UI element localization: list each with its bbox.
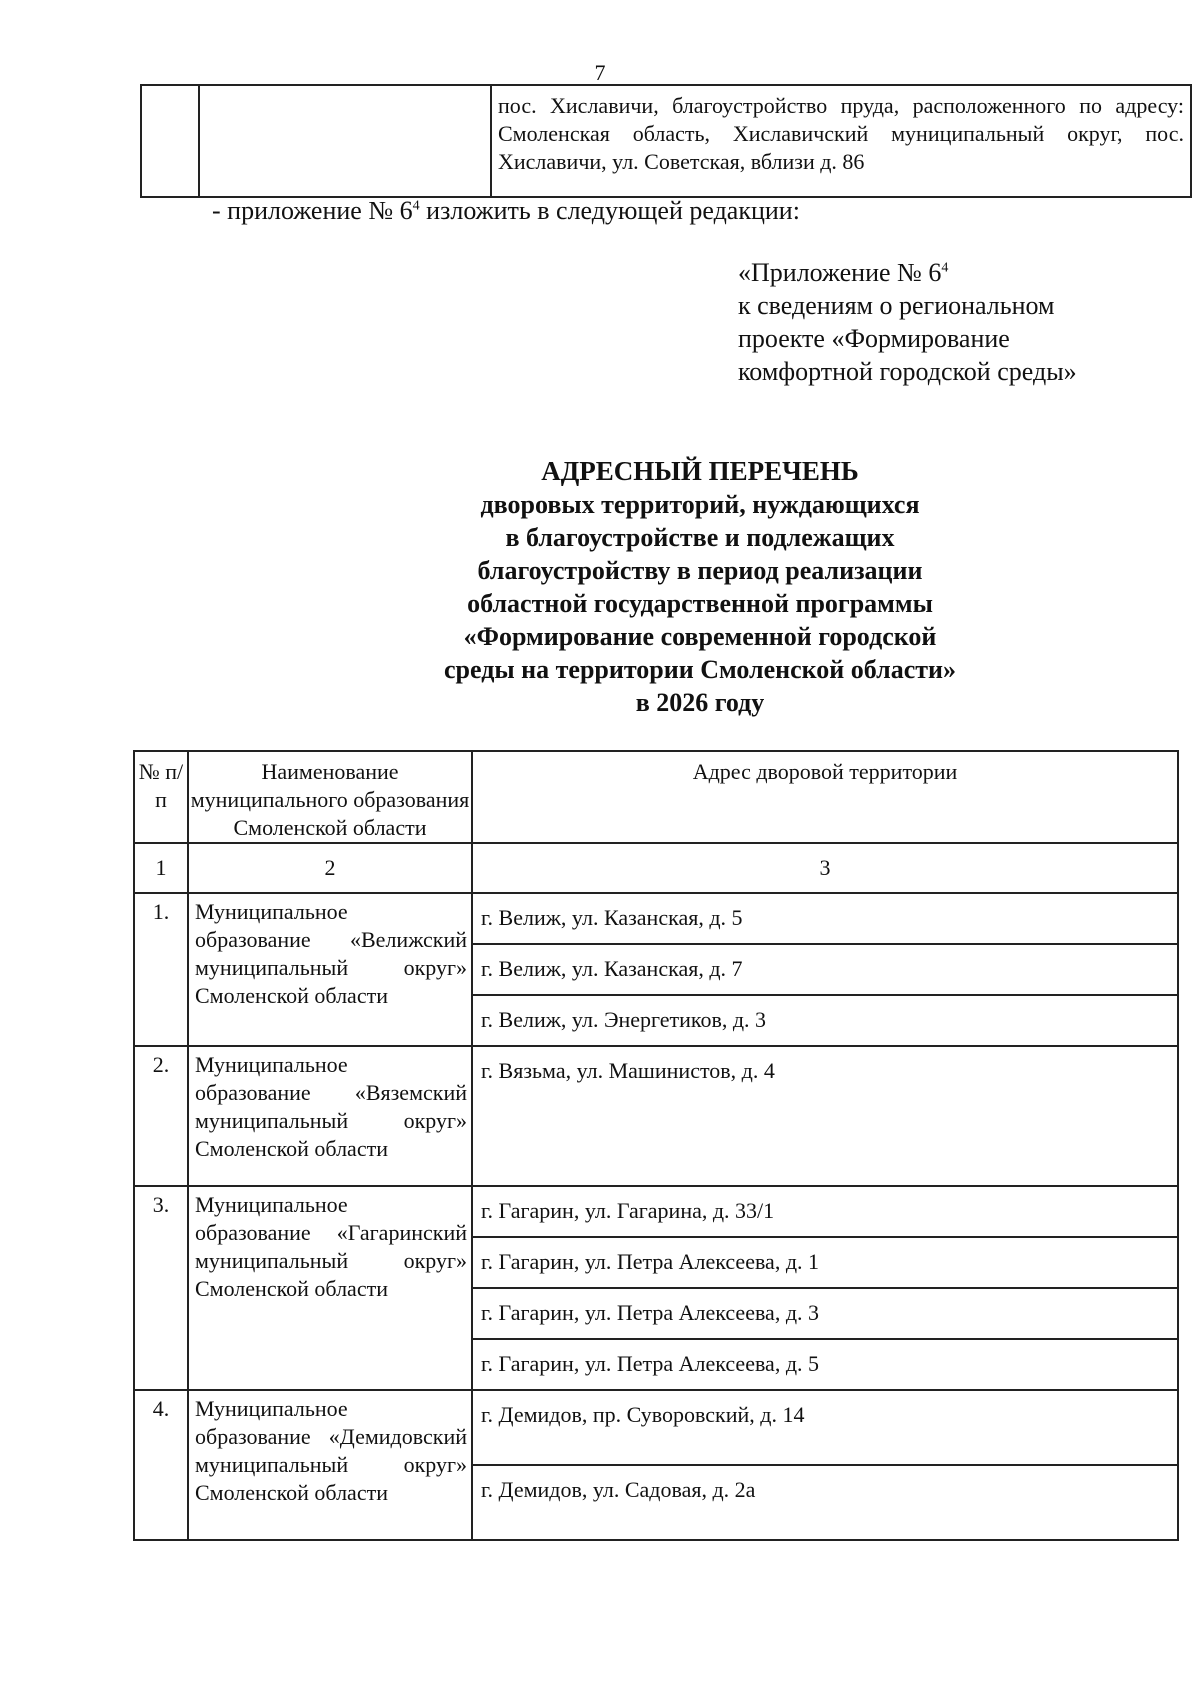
row-municipality: Муниципальное образование «Демидовский муниципальный округ» Смоленской области	[188, 1390, 472, 1540]
row-num: 3.	[134, 1186, 188, 1390]
row-address: г. Велиж, ул. Энергетиков, д. 3	[472, 995, 1178, 1046]
continued-table	[140, 84, 1192, 198]
row-address: г. Гагарин, ул. Гагарина, д. 33/1	[472, 1186, 1178, 1237]
continued-cell-text	[491, 85, 1191, 197]
appendix-heading	[738, 256, 1077, 388]
appendix-line-1	[738, 256, 1077, 289]
table-row	[134, 1390, 1178, 1465]
appendix-prefix: «Приложение № 6	[738, 258, 942, 287]
row-municipality: Муниципальное образование «Вяземский муниципальный округ» Смоленской области	[188, 1046, 472, 1186]
row-address: г. Велиж, ул. Казанская, д. 7	[472, 944, 1178, 995]
row-address: г. Гагарин, ул. Петра Алексеева, д. 5	[472, 1339, 1178, 1390]
header-address: Адрес дворовой территории	[472, 751, 1178, 843]
row-num: 1.	[134, 893, 188, 1046]
continued-text: пос. Хиславичи, благоустройство пруда, расположенного по адресу: Смоленская область, Хиславичский муниципальный округ, пос. Хиславичи, ул. Советская, вблизи д. 86	[498, 93, 1184, 174]
title-line: областной государственной программы	[467, 589, 933, 618]
column-number-row	[134, 843, 1178, 893]
row-municipality: Муниципальное образование «Велижский муниципальный округ» Смоленской области	[188, 893, 472, 1046]
table-row	[134, 1046, 1178, 1186]
row-address: г. Демидов, ул. Садовая, д. 2а	[472, 1465, 1178, 1540]
title-main: АДРЕСНЫЙ ПЕРЕЧЕНЬ	[541, 456, 859, 486]
title-line: «Формирование современной городской	[463, 622, 937, 651]
instruction-prefix: - приложение № 6	[212, 196, 413, 225]
row-municipality: Муниципальное образование «Гагаринский муниципальный округ» Смоленской области	[188, 1186, 472, 1390]
title-line: среды на территории Смоленской области»	[444, 655, 956, 684]
title-line: в 2026 году	[635, 688, 765, 717]
col-number: 3	[472, 843, 1178, 893]
header-name: Наименование муниципального образования Смоленской области	[188, 751, 472, 843]
row-address: г. Велиж, ул. Казанская, д. 5	[472, 893, 1178, 944]
row-address: г. Гагарин, ул. Петра Алексеева, д. 3	[472, 1288, 1178, 1339]
page-number: 7	[594, 60, 606, 85]
row-address: г. Вязьма, ул. Машинистов, д. 4	[472, 1046, 1178, 1186]
row-num: 4.	[134, 1390, 188, 1540]
title-line: благоустройству в период реализации	[477, 556, 923, 585]
empty-cell-num	[141, 85, 199, 197]
header-num: № п/п	[134, 751, 188, 843]
instruction-text	[212, 196, 800, 226]
row-address: г. Демидов, пр. Суворовский, д. 14	[472, 1390, 1178, 1465]
table-header-row	[134, 751, 1178, 843]
document-title	[300, 455, 1100, 719]
row-address: г. Гагарин, ул. Петра Алексеева, д. 1	[472, 1237, 1178, 1288]
empty-cell-name	[199, 85, 491, 197]
appendix-line-3: проекте «Формирование	[738, 324, 1010, 353]
col-number: 1	[134, 843, 188, 893]
title-line: в благоустройстве и подлежащих	[505, 523, 895, 552]
appendix-sup: 4	[941, 260, 949, 276]
instruction-sup: 4	[412, 198, 420, 214]
table-row	[134, 1186, 1178, 1237]
instruction-suffix: изложить в следующей редакции:	[419, 196, 800, 225]
row-num: 2.	[134, 1046, 188, 1186]
title-line: дворовых территорий, нуждающихся	[480, 490, 920, 519]
appendix-line-2: к сведениям о региональном	[738, 291, 1055, 320]
table-row	[134, 893, 1178, 944]
address-table	[133, 750, 1179, 1541]
col-number: 2	[188, 843, 472, 893]
appendix-line-4: комфортной городской среды»	[738, 357, 1077, 386]
